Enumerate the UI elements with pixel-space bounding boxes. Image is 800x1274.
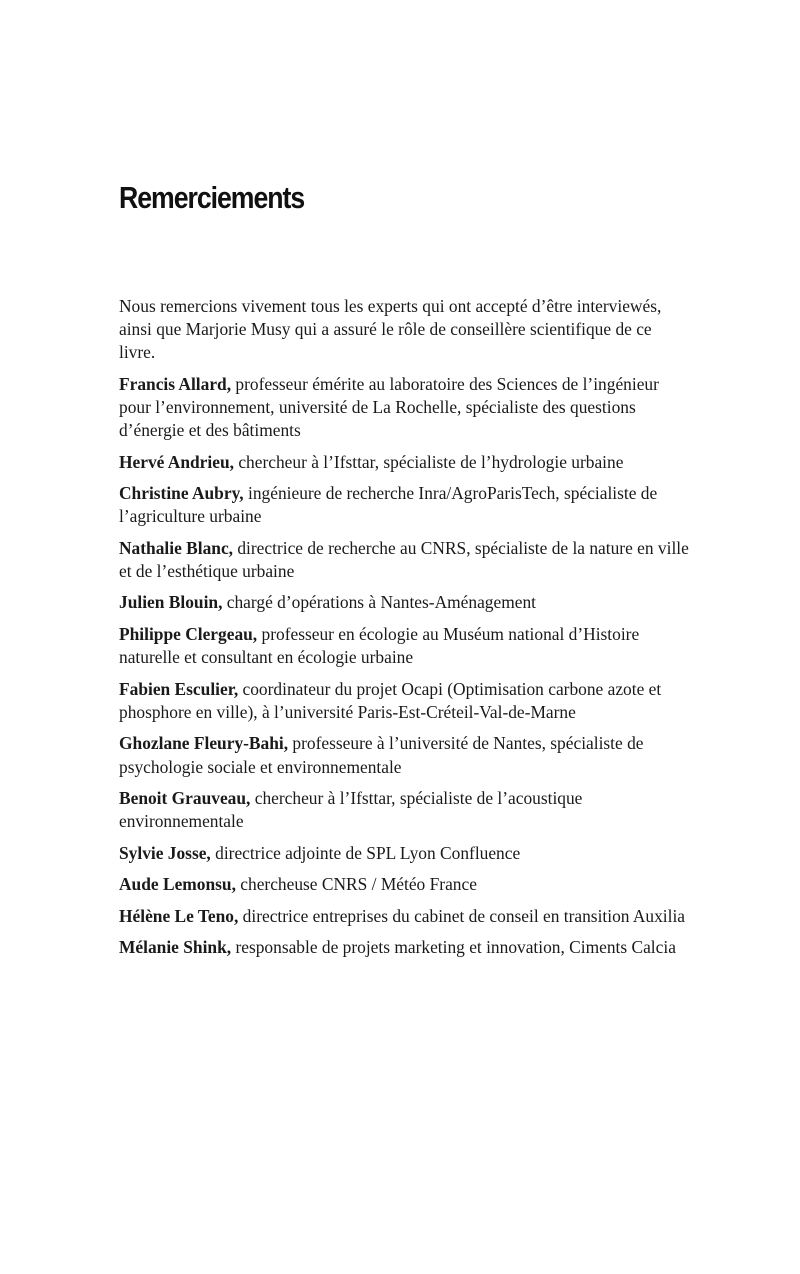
person-description: chercheur à l’Ifsttar, spécialiste de l’acoustique environnementale — [119, 788, 583, 832]
person-name: Sylvie Josse, — [119, 842, 211, 863]
acknowledgement-entry — [119, 537, 689, 583]
person-description: directrice adjointe de SPL Lyon Confluence — [210, 842, 521, 863]
person-description: professeure à l’université de Nantes, spécialiste de psychologie sociale et environnementale — [119, 733, 644, 777]
person-name: Aude Lemonsu, — [119, 874, 236, 895]
person-description: chargé d’opérations à Nantes-Aménagement — [222, 592, 536, 613]
person-description: professeur en écologie au Muséum national d’Histoire naturelle et consultant en écologie urbaine — [119, 623, 640, 668]
person-description: chercheuse CNRS / Météo France — [235, 874, 477, 895]
acknowledgement-entry — [119, 873, 689, 896]
acknowledgement-entry — [119, 842, 689, 865]
acknowledgement-entry — [119, 787, 689, 833]
person-name: Hélène Le Teno, — [119, 905, 239, 926]
page-title: Remerciements — [119, 180, 305, 215]
person-name: Julien Blouin, — [119, 592, 223, 613]
person-name: Fabien Esculier, — [119, 678, 239, 699]
person-name: Ghozlane Fleury-Bahi, — [119, 733, 289, 754]
person-description: professeur émérite au laboratoire des Sciences de l’ingénieur pour l’environnement, université de La Rochelle, spécialiste des questions d’énergie et des bâtiments — [119, 373, 659, 441]
person-name: Nathalie Blanc, — [119, 537, 234, 558]
intro-paragraph: Nous remercions vivement tous les experts qui ont accepté d’être interviewés, ainsi que Marjorie Musy qui a assuré le rôle de conseillère scientifique de ce livre. — [119, 296, 662, 363]
person-name: Hervé Andrieu, — [119, 451, 234, 472]
person-name: Mélanie Shink, — [119, 937, 232, 958]
person-name: Christine Aubry, — [119, 483, 244, 504]
acknowledgement-entry — [119, 623, 689, 669]
acknowledgement-entry — [119, 678, 689, 724]
acknowledgement-entry — [119, 591, 689, 614]
acknowledgements-body — [119, 295, 689, 968]
acknowledgement-entry — [119, 373, 689, 443]
acknowledgement-entry — [119, 905, 689, 928]
acknowledgement-entry — [119, 936, 689, 959]
person-description: directrice entreprises du cabinet de conseil en transition Auxilia — [238, 905, 686, 926]
person-name: Philippe Clergeau, — [119, 623, 258, 644]
acknowledgement-entry — [119, 732, 689, 778]
person-name: Francis Allard, — [119, 373, 232, 394]
person-description: responsable de projets marketing et innovation, Ciments Calcia — [231, 937, 676, 958]
person-name: Benoit Grauveau, — [119, 788, 251, 809]
acknowledgement-entry — [119, 482, 689, 528]
person-description: directrice de recherche au CNRS, spécialiste de la nature en ville et de l’esthétique urbaine — [119, 537, 689, 581]
acknowledgement-entry — [119, 451, 689, 474]
person-description: chercheur à l’Ifsttar, spécialiste de l’hydrologie urbaine — [233, 451, 624, 472]
person-description: ingénieure de recherche Inra/AgroParisTech, spécialiste de l’agriculture urbaine — [119, 483, 658, 527]
person-description: coordinateur du projet Ocapi (Optimisation carbone azote et phosphore en ville), à l’université Paris-Est-Créteil-Val-de-Marne — [119, 678, 662, 722]
